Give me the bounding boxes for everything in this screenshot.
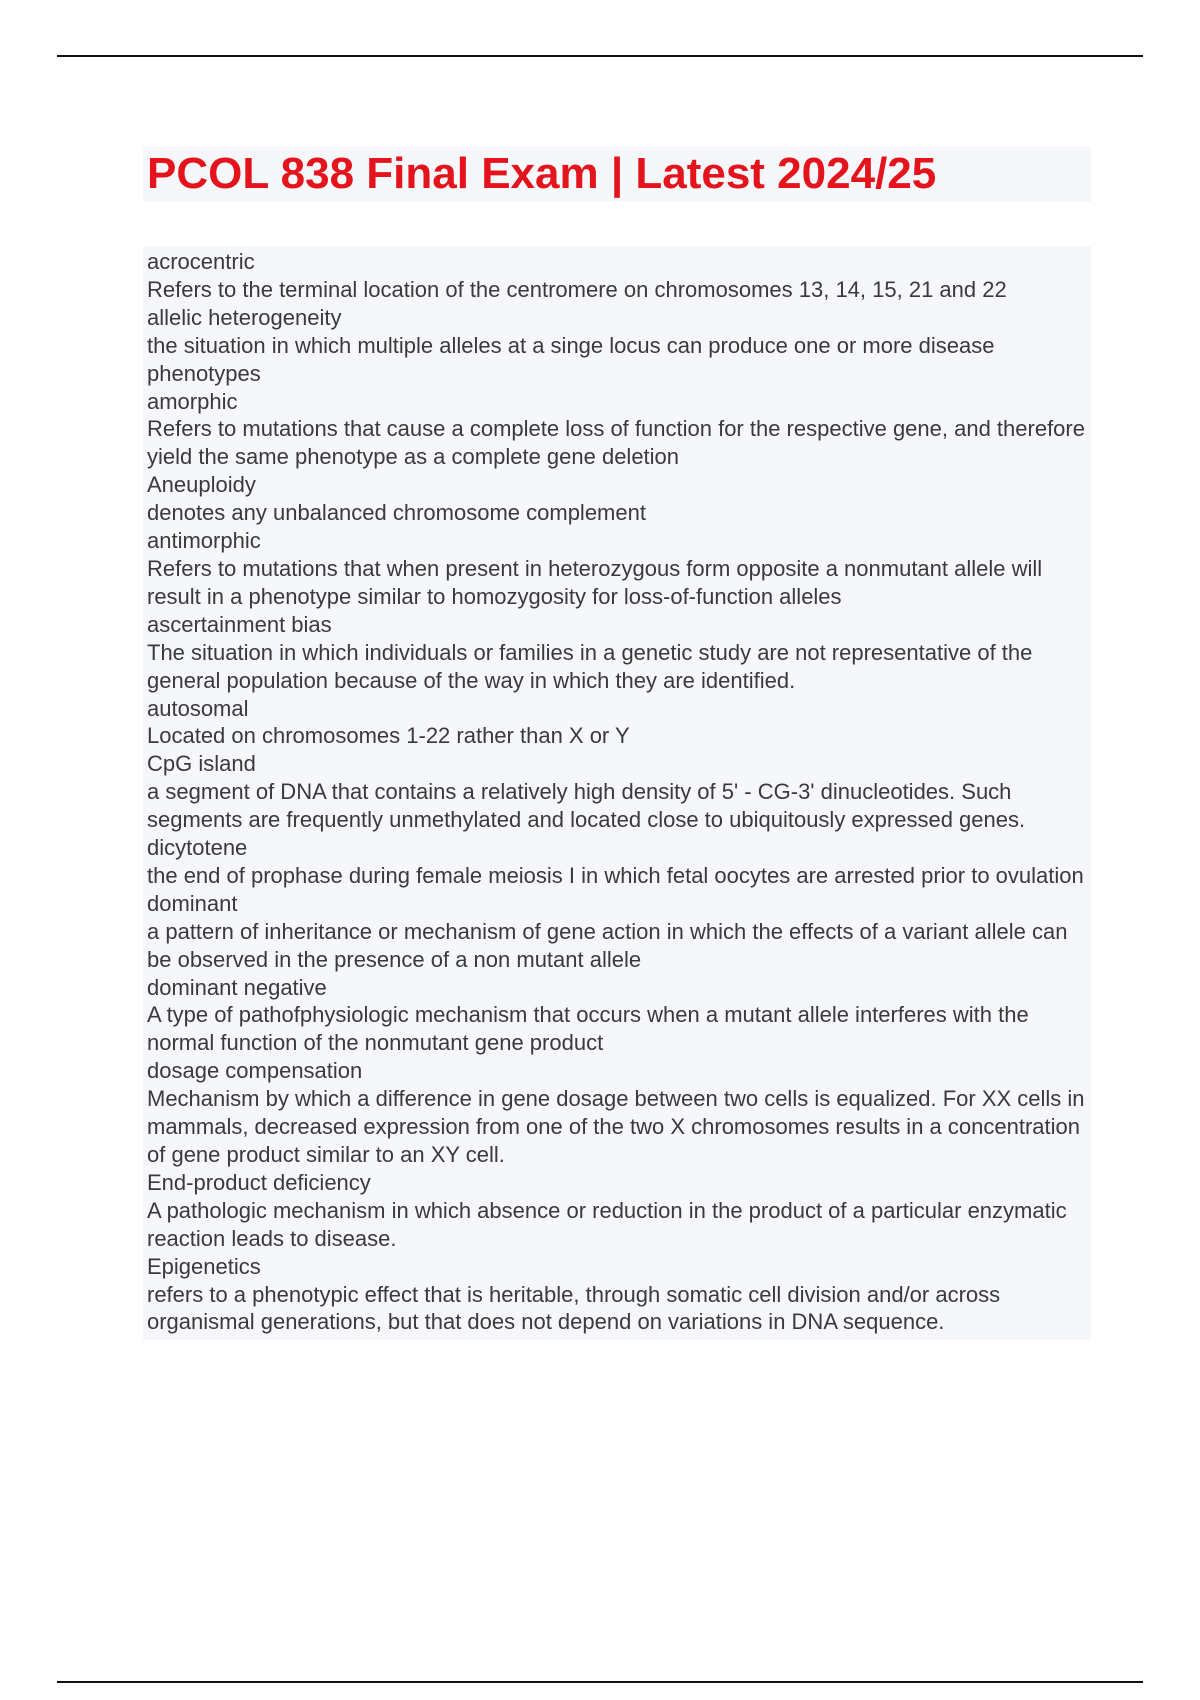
term: antimorphic [147, 528, 261, 554]
definition: The situation in which individuals or families in a genetic study are not representative of the general population because of the way in which they are identified. [147, 639, 1033, 693]
definition: A pathologic mechanism in which absence or reduction in the product of a particular enzymatic reaction leads to disease. [147, 1197, 1067, 1251]
definition: Mechanism by which a difference in gene dosage between two cells is equalized. For XX cells in mammals, decreased expression from one of the two X chromosomes results in a concentration of gene product similar to an XY cell. [147, 1086, 1085, 1167]
glossary-entry-dominant [147, 890, 1091, 974]
glossary-entry-aneuploidy [147, 471, 1091, 527]
definition: A type of pathofphysiologic mechanism that occurs when a mutant allele interferes with the normal function of the nonmutant gene product [147, 1002, 1029, 1056]
glossary-entry-antimorphic [147, 527, 1091, 611]
term: CpG island [147, 751, 256, 777]
glossary-entry-dominant-negative [147, 974, 1091, 1058]
glossary-entry-allelic-heterogeneity [147, 304, 1091, 388]
term: acrocentric [147, 249, 255, 274]
glossary-content [143, 246, 1091, 1340]
term: dosage compensation [147, 1058, 363, 1084]
definition: Located on chromosomes 1-22 rather than X or Y [147, 723, 630, 749]
definition: Refers to the terminal location of the centromere on chromosomes 13, 14, 15, 21 and 22 [147, 276, 1007, 302]
glossary-entry-autosomal [147, 695, 1091, 751]
definition: Refers to mutations that when present in heterozygous form opposite a nonmutant allele will result in a phenotype similar to homozygosity for loss-of-function alleles [147, 555, 1043, 609]
term: amorphic [147, 388, 238, 414]
page-title: PCOL 838 Final Exam | Latest 2024/25 [147, 149, 937, 198]
definition: the situation in which multiple alleles at a singe locus can produce one or more disease phenotypes [147, 332, 995, 386]
bottom-rule [57, 1681, 1143, 1683]
glossary-entry-dosage-compensation [147, 1057, 1091, 1169]
glossary-entry-acrocentric [147, 248, 1091, 304]
top-rule [57, 55, 1143, 57]
glossary-entry-ascertainment-bias [147, 611, 1091, 695]
term: Epigenetics [147, 1253, 261, 1279]
term: autosomal [147, 695, 249, 721]
term: dominant [147, 890, 238, 916]
term: Aneuploidy [147, 472, 256, 498]
glossary-entry-epigenetics [147, 1253, 1091, 1337]
term: dominant negative [147, 974, 327, 1000]
definition: a pattern of inheritance or mechanism of gene action in which the effects of a variant allele can be observed in the presence of a non mutant allele [147, 918, 1068, 972]
definition: the end of prophase during female meiosis I in which fetal oocytes are arrested prior to ovulation [147, 862, 1084, 888]
term: allelic heterogeneity [147, 304, 342, 330]
glossary-entry-end-product-deficiency [147, 1169, 1091, 1253]
term: dicytotene [147, 835, 248, 861]
glossary-entry-amorphic [147, 388, 1091, 472]
definition: refers to a phenotypic effect that is heritable, through somatic cell division and/or across organismal generations, but that does not depend on variations in DNA sequence. [147, 1281, 1001, 1335]
glossary-entry-cpg-island [147, 750, 1091, 834]
term: End-product deficiency [147, 1169, 371, 1195]
term: ascertainment bias [147, 611, 332, 637]
definition: denotes any unbalanced chromosome complement [147, 500, 646, 526]
glossary-entry-dicytotene [147, 834, 1091, 890]
definition: a segment of DNA that contains a relatively high density of 5' - CG-3' dinucleotides. Such segments are frequently unmethylated and located close to ubiquitously expressed genes. [147, 779, 1026, 833]
definition: Refers to mutations that cause a complete loss of function for the respective gene, and therefore yield the same phenotype as a complete gene deletion [147, 416, 1085, 470]
title-block [143, 146, 1091, 202]
